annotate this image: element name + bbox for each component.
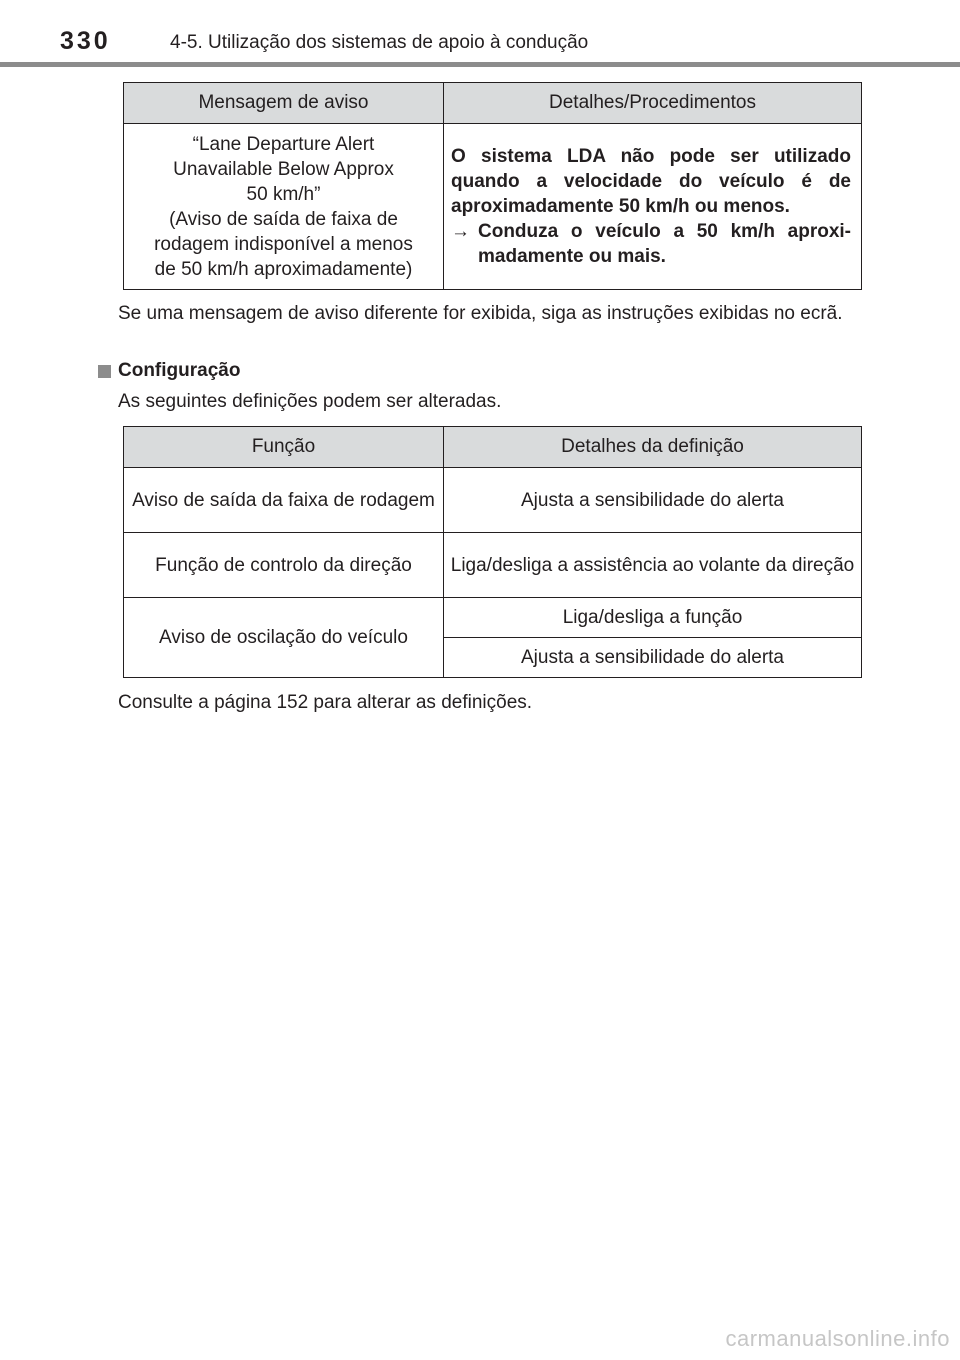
column-header-procedures: Detalhes/Procedimentos — [444, 83, 862, 124]
header-divider — [0, 62, 960, 67]
config-intro: As seguintes definições podem ser alteradas. — [118, 391, 502, 412]
warning-message-table — [123, 82, 862, 290]
reference-paragraph: Consulte a página 152 para alterar as definições. — [118, 692, 533, 713]
column-header-warning-message: Mensagem de aviso — [124, 83, 444, 124]
function-cell: Função de controlo da direção — [124, 533, 444, 598]
function-cell: Aviso de oscilação do veículo — [124, 598, 444, 678]
config-heading-text: Configuração — [118, 360, 241, 381]
table-row — [124, 124, 862, 290]
details-cell: Ajusta a sensibilidade do alerta — [444, 638, 862, 678]
details-cell: Liga/desliga a assistência ao volante da direção — [444, 533, 862, 598]
column-header-function: Função — [124, 427, 444, 468]
procedure-cell — [444, 124, 862, 290]
config-heading — [98, 360, 240, 382]
column-header-setting-details: Detalhes da definição — [444, 427, 862, 468]
settings-table — [123, 426, 862, 678]
section-title: 4-5. Utilização dos sistemas de apoio à condução — [170, 32, 589, 53]
table-row — [124, 598, 862, 638]
table-row — [124, 533, 862, 598]
arrow-right-icon: → — [451, 221, 470, 242]
procedure-text: O sistema LDA não pode ser utilizado quando a velocidade do veículo é de aproximadamente 50 km/h ou menos. — [451, 146, 851, 217]
procedure-action — [451, 219, 851, 269]
function-cell: Aviso de saída da faixa de rodagem — [124, 468, 444, 533]
procedure-action-text: Conduza o veículo a 50 km/h aproxi- madamente ou mais. — [478, 221, 851, 267]
table-row — [124, 468, 862, 533]
square-bullet-icon — [98, 365, 111, 378]
watermark: carmanualsonline.info — [725, 1326, 950, 1351]
note-paragraph: Se uma mensagem de aviso diferente for exibida, siga as instruções exibidas no ecrã. — [118, 303, 843, 324]
details-cell: Ajusta a sensibilidade do alerta — [444, 468, 862, 533]
details-cell: Liga/desliga a função — [444, 598, 862, 638]
warning-message-cell: “Lane Departure Alert Unavailable Below Approx 50 km/h” (Aviso de saída de faixa de rodagem indisponível a menos de 50 km/h aproximadamente) — [124, 124, 444, 290]
page-number: 330 — [60, 27, 111, 55]
